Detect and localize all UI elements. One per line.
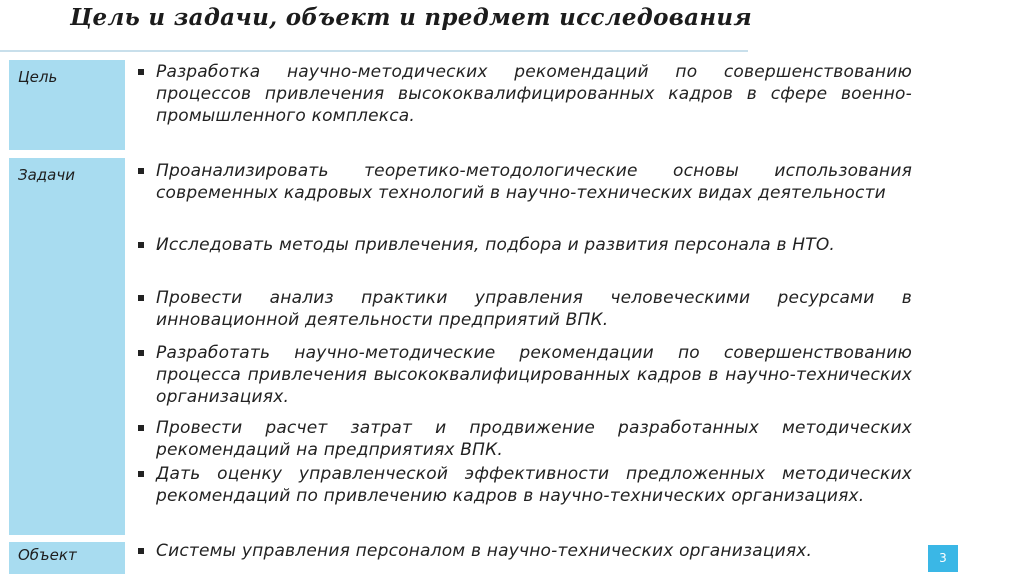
task-item <box>136 463 912 507</box>
slide-title: Цель и задачи, объект и предмет исследования <box>70 4 753 31</box>
task-item-text: Дать оценку управленческой эффективности предложенных методических рекомендаций по привлечению кадров в научно-технических организациях. <box>156 464 912 506</box>
task-item-text: Разработать научно-методические рекомендации по совершенствованию процесса привлечения высококвалифицированных кадров в научно-технических организациях. <box>156 343 912 407</box>
goal-item <box>136 61 912 127</box>
object-item-text: Системы управления персоналом в научно-технических организациях. <box>156 541 813 561</box>
task-item-text: Проанализировать теоретико-методологические основы использования современных кадровых технологий в научно-технических видах деятельности <box>156 161 912 203</box>
task-item <box>136 160 912 204</box>
bullet-icon <box>138 350 144 356</box>
goal-item-text: Разработка научно-методических рекомендаций по совершенствованию процессов привлечения высококвалифицированных кадров в сфере военно-промышленного комплекса. <box>156 62 912 126</box>
bullet-icon <box>138 69 144 75</box>
bullet-icon <box>138 471 144 477</box>
bullet-icon <box>138 242 144 248</box>
slide-number-badge: 3 <box>928 545 958 572</box>
bullet-icon <box>138 548 144 554</box>
task-item-text: Исследовать методы привлечения, подбора и развития персонала в НТО. <box>156 235 836 255</box>
goal-label: Цель <box>18 68 58 86</box>
task-item <box>136 287 912 331</box>
tasks-label-box <box>9 158 125 535</box>
object-item <box>136 540 912 562</box>
object-label-box <box>9 542 125 574</box>
bullet-icon <box>138 168 144 174</box>
object-label: Объект <box>18 546 77 564</box>
bullet-icon <box>138 295 144 301</box>
task-item <box>136 342 912 408</box>
title-divider <box>0 50 748 52</box>
task-item <box>136 417 912 461</box>
goal-label-box <box>9 60 125 150</box>
tasks-label: Задачи <box>18 166 75 184</box>
task-item <box>136 234 912 256</box>
bullet-icon <box>138 425 144 431</box>
task-item-text: Провести анализ практики управления человеческими ресурсами в инновационной деятельности предприятий ВПК. <box>156 288 912 330</box>
task-item-text: Провести расчет затрат и продвижение разработанных методических рекомендаций на предприятиях ВПК. <box>156 418 912 460</box>
